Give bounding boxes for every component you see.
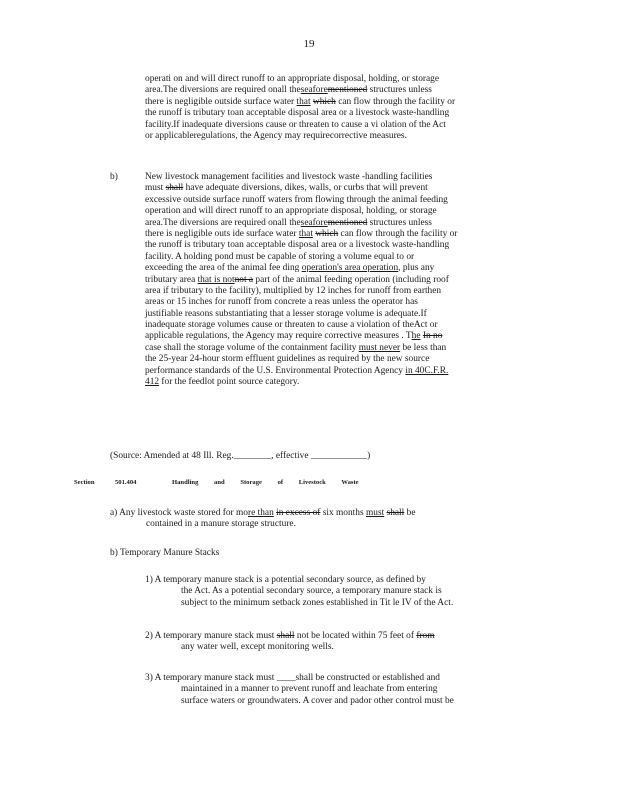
text-line: [145, 320, 541, 331]
text-line: [145, 263, 541, 274]
underlined-text: operation's area operation: [301, 263, 399, 274]
text-run: be: [404, 508, 416, 518]
text-line: [145, 252, 541, 263]
text-run: any water well, except monitoring wells.: [181, 642, 334, 653]
paragraph-a-continued: [145, 74, 541, 142]
subitem-3: [145, 673, 535, 707]
text-run: New livestock management facilities and livestock waste -handling facilities: [145, 172, 433, 182]
text-run: applicable regulations, the Agency may require corrective measures . T: [145, 331, 412, 342]
text-run: area if tributary to the facility), multiplied by 12 inches for runoff from earthen: [145, 285, 442, 296]
text-run: ____: [276, 673, 296, 683]
text-run: subject to the minimum setback zones established in Tit le IV of the Act.: [181, 597, 454, 608]
text-line: [145, 343, 541, 354]
text-run: excessive outside surface runoff waters from flowing through the animal feeding: [145, 194, 448, 205]
text-run: can flow through the facility or: [335, 96, 456, 107]
text-run: ____________: [310, 451, 368, 461]
text-run: tributary area: [145, 274, 198, 285]
text-run: areas or 15 inches for runoff from concrete a reas unless the operator has: [145, 297, 418, 308]
text-run: operation and will direct runoff to an appropriate disposal, holding, or storage: [145, 206, 437, 217]
struck-text: not a: [234, 274, 254, 285]
text-run: b) Temporary Manure Stacks: [110, 548, 220, 558]
underlined-text: he: [411, 331, 421, 342]
text-line: [145, 218, 541, 229]
text-line: [145, 598, 535, 609]
underlined-text: 412: [145, 377, 160, 388]
source-note: [110, 451, 440, 462]
text-line: [110, 519, 520, 530]
text-line: [145, 108, 541, 119]
underlined-text: that: [298, 228, 313, 239]
text-line: [145, 331, 541, 342]
text-run: have adequate diversions, dikes, walls, or curbs that will prevent: [183, 183, 428, 194]
text-run: 3) A temporary manure stack must: [145, 673, 277, 683]
struck-text: from: [416, 631, 435, 641]
text-line: [145, 85, 541, 96]
text-line: [145, 575, 535, 586]
text-run: maintained in a manner to prevent runoff and leachate from entering: [181, 684, 438, 695]
text-run: shall be constructed or established and: [295, 673, 440, 683]
text-run: a) Any livestock waste stored for mo: [110, 508, 248, 518]
struck-text: mentioned: [327, 85, 368, 96]
text-run: not be located within 75 feet of: [294, 631, 417, 641]
text-line: [145, 631, 535, 642]
struck-text: mentioned: [327, 217, 368, 228]
struck-text: shall: [386, 508, 405, 518]
text-run: ________: [233, 451, 272, 461]
text-run: , plus any: [398, 263, 435, 274]
text-run: case shall the storage volume of the containment facility: [145, 342, 359, 353]
text-run: 2) A temporary manure stack must: [145, 631, 277, 641]
text-line: [145, 366, 541, 377]
struck-text: in excess of: [276, 508, 321, 518]
text-line: [110, 508, 520, 519]
struck-text: shall: [276, 631, 295, 641]
text-run: 1) A temporary manure stack is a potential secondary source, as defined by: [145, 575, 426, 585]
page-number: 19: [303, 38, 315, 50]
text-run: inadequate storage volumes cause or threaten to cause a violation of theAct or: [145, 320, 438, 331]
section-number: 501.404: [115, 479, 137, 486]
text-run: or applicableregulations, the Agency may requirecorrective measures.: [145, 130, 407, 141]
text-line: [145, 240, 541, 251]
text-run: structures unless: [367, 217, 432, 228]
text-line: [145, 642, 535, 653]
text-line: [145, 586, 535, 597]
text-line: [145, 183, 541, 194]
text-run: part of the animal feeding operation (including roof: [253, 274, 449, 285]
text-run: there is negligible outs ide surface water: [145, 228, 299, 239]
text-run: surface waters or groundwaters. A cover and pador other control must be: [181, 695, 454, 706]
text-run: the runoff is tributary toan acceptable disposal area or a livestock waste-handling: [145, 108, 450, 119]
underlined-text: in 40C.F.R.: [405, 365, 449, 376]
underlined-text: seafore: [300, 217, 328, 228]
text-line: [145, 696, 535, 707]
text-run: performance standards of the U.S. Environmental Protection Agency: [145, 365, 406, 376]
text-line: [145, 229, 541, 240]
text-run: can flow through the facility or: [338, 228, 458, 239]
section-title: Handling and Storage of Livestock Waste: [172, 479, 359, 486]
underlined-text: re than: [248, 508, 274, 518]
text-line: [145, 74, 541, 85]
item-b: [110, 548, 410, 559]
text-run: the Act. As a potential secondary source, a temporary manure stack is: [181, 586, 442, 597]
text-run: ): [367, 451, 371, 461]
text-run: must: [145, 183, 166, 194]
text-run: operati on and will direct runoff to an appropriate disposal, holding, or storage: [145, 74, 440, 84]
text-run: the 25-year 24-hour storm effluent guidelines as required by the new source: [145, 354, 430, 365]
text-run: six months: [320, 508, 366, 518]
text-line: [145, 97, 541, 108]
paragraph-b: [145, 172, 541, 388]
subitem-1: [145, 575, 535, 609]
text-line: [145, 297, 541, 308]
subitem-2: [145, 631, 535, 654]
text-line: [145, 195, 541, 206]
text-line: [145, 673, 535, 684]
text-run: area.The diversions are required onall the: [145, 85, 301, 96]
text-run: the runoff is tributary toan acceptable disposal area or a livestock waste-handling: [145, 240, 450, 251]
text-line: [145, 275, 541, 286]
text-line: [145, 172, 541, 183]
text-run: there is negligible outside surface water: [145, 96, 297, 107]
text-run: justifiable reasons substantiating that a lesser storage volume is adequate.If: [145, 308, 427, 319]
text-line: [110, 451, 440, 462]
text-run: exceeding the area of the animal fee ding: [145, 263, 302, 274]
paragraph-b-label: b): [110, 172, 118, 182]
text-run: (Source: Amended at 48 Ill. Reg.: [110, 451, 234, 461]
item-a: [110, 508, 520, 531]
text-line: [145, 354, 541, 365]
text-run: for the feedlot point source category.: [159, 377, 300, 388]
text-run: area.The diversions are required onall the: [145, 217, 301, 228]
underlined-text: that is not: [197, 274, 235, 285]
text-line: [145, 309, 541, 320]
text-run: be less than: [400, 342, 447, 353]
struck-text: which: [315, 228, 339, 239]
underlined-text: that: [296, 96, 311, 107]
text-run: , effective: [271, 451, 311, 461]
text-line: [145, 120, 541, 131]
text-run: facility. A holding pond must be capable of storing a volume equal to or: [145, 251, 415, 262]
text-line: [145, 206, 541, 217]
struck-text: which: [312, 96, 336, 107]
underlined-text: must: [365, 508, 385, 518]
text-line: [145, 286, 541, 297]
struck-text: shall: [165, 183, 184, 194]
text-line: [145, 131, 541, 142]
text-line: [110, 548, 410, 559]
section-label: Section: [74, 479, 95, 486]
underlined-text: must never: [358, 342, 401, 353]
text-run: contained in a manure storage structure.: [146, 519, 296, 530]
text-line: [145, 684, 535, 695]
text-run: structures unless: [367, 85, 432, 96]
struck-text: In no: [422, 331, 443, 342]
underlined-text: seafore: [300, 85, 328, 96]
text-run: facility.If inadequate diversions cause or threaten to cause a vi olation of the Act: [145, 119, 446, 130]
text-line: [145, 377, 541, 388]
